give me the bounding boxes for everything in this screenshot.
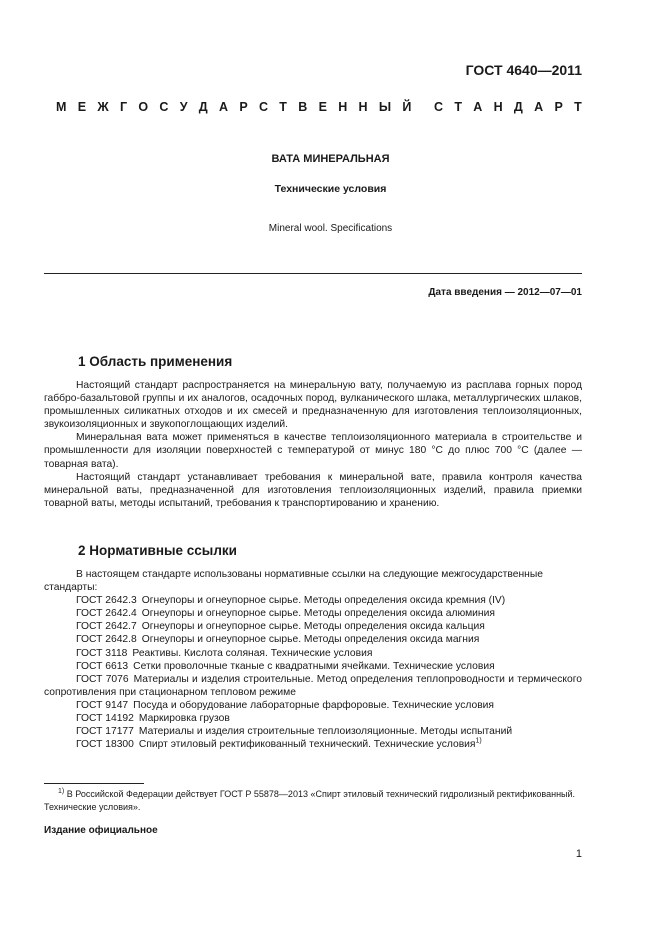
reference-title: Материалы и изделия строительные. Метод определения теплопроводности и термического сопротивления при стационарном тепловом режиме	[44, 673, 582, 698]
heading-letter: Е	[318, 100, 327, 114]
reference-item	[44, 633, 582, 646]
paragraph: Настоящий стандарт устанавливает требования к минеральной вате, правила контроля качества минеральной ваты, предназначенной для изготовления теплоизоляционных изделий, правила приемки товарной ваты, методы испытаний, требования к транспортированию и хранению.	[44, 471, 582, 509]
section-2-body	[44, 568, 582, 751]
reference-code: ГОСТ 18300	[76, 739, 134, 751]
heading-letter: В	[298, 100, 308, 114]
footnote-divider	[44, 783, 144, 784]
reference-code: ГОСТ 14192	[76, 713, 134, 725]
references-intro: В настоящем стандарте использованы нормативные ссылки на следующие межгосударственные стандарты:	[44, 569, 543, 594]
heading-letter: Г	[119, 100, 128, 114]
reference-title: Огнеупоры и огнеупорное сырье. Методы определения оксида кальция	[141, 621, 485, 633]
reference-item	[44, 607, 582, 620]
heading-letter: А	[534, 100, 544, 114]
heading-letter: Й	[402, 100, 412, 114]
heading-letter: О	[138, 100, 149, 114]
introduction-date: Дата введения — 2012—07—01	[428, 287, 582, 298]
english-title: Mineral wool. Specifications	[268, 223, 393, 234]
heading-letter: Ы	[378, 100, 392, 114]
footnote-mark: 1)	[58, 788, 65, 795]
reference-code: ГОСТ 2642.3	[76, 595, 137, 607]
footnote	[44, 788, 582, 813]
heading-letter: Р	[554, 100, 563, 114]
heading-letter: С	[433, 100, 444, 114]
heading-letter: М	[56, 100, 67, 114]
footnote-reference-mark: 1)	[475, 737, 482, 745]
section-2-heading: 2 Нормативные ссылки	[78, 543, 237, 558]
heading-letter: С	[159, 100, 169, 114]
section-1-body	[44, 379, 582, 510]
standard-kind-heading	[56, 100, 582, 114]
reference-title: Посуда и оборудование лабораторные фарфоровые. Технические условия	[133, 699, 494, 711]
heading-letter: Т	[574, 100, 582, 114]
reference-title: Маркировка грузов	[138, 713, 230, 725]
reference-code: ГОСТ 2642.8	[76, 634, 137, 646]
reference-item	[44, 712, 582, 725]
header-divider	[44, 273, 582, 274]
reference-code: ГОСТ 6613	[76, 660, 129, 672]
paragraph: Настоящий стандарт распространяется на минеральную вату, получаемую из расплава горных пород габбро-базальтовой группы и их аналогов, осадочных пород, вулканического шлака, металлургических шлаков, промышленных силикатных отходов и их смесей и предназначенную для изготовления теплоизоляционных, звукоизоляционных и звукопоглощающих изделий.	[44, 380, 582, 431]
heading-letter: Е	[77, 100, 87, 114]
paragraph: Минеральная вата может применяться в качестве теплоизоляционного материала в строительстве и промышленности для изоляции поверхностей с температурой от минус 180 °С до плюс 700 °С (далее — товарная вата).	[44, 432, 582, 470]
reference-code: ГОСТ 9147	[76, 699, 129, 711]
reference-code: ГОСТ 17177	[76, 726, 134, 738]
reference-code: ГОСТ 3118	[76, 647, 128, 659]
document-title: ВАТА МИНЕРАЛЬНАЯ	[271, 153, 390, 165]
official-edition-label: Издание официальное	[44, 825, 158, 836]
heading-letter: А	[473, 100, 483, 114]
heading-letter: У	[179, 100, 188, 114]
reference-title: Сетки проволочные тканые с квадратными ячейками. Технические условия	[133, 660, 495, 672]
reference-title: Реактивы. Кислота соляная. Технические условия	[132, 647, 373, 659]
reference-title: Спирт этиловый ректификованный технический. Технические условия	[138, 739, 476, 751]
reference-item	[44, 673, 582, 699]
references-list	[44, 594, 582, 751]
reference-item	[44, 647, 582, 660]
reference-item	[44, 594, 582, 607]
reference-item	[44, 620, 582, 633]
heading-letter: Т	[454, 100, 462, 114]
reference-item	[44, 660, 582, 673]
reference-title: Материалы и изделия строительные теплоизоляционные. Методы испытаний	[138, 726, 513, 738]
reference-code: ГОСТ 7076	[76, 673, 129, 685]
section-1-heading: 1 Область применения	[78, 354, 233, 369]
page-number: 1	[575, 848, 582, 860]
heading-letter: Д	[513, 100, 523, 114]
heading-letter: А	[219, 100, 229, 114]
footnote-text: В Российской Федерации действует ГОСТ Р 55878—2013 «Спирт этиловый технический гидролизный ректификованный. Технические условия».	[44, 789, 576, 812]
document-subtitle: Технические условия	[274, 183, 387, 195]
heading-letter: Т	[279, 100, 287, 114]
heading-letter: С	[258, 100, 268, 114]
heading-letter: Р	[239, 100, 248, 114]
heading-letter: Н	[358, 100, 368, 114]
reference-item	[44, 699, 582, 712]
heading-letter: Д	[198, 100, 208, 114]
reference-title: Огнеупоры и огнеупорное сырье. Методы определения оксида алюминия	[141, 608, 495, 620]
document-number: ГОСТ 4640—2011	[465, 62, 582, 78]
reference-item	[44, 725, 582, 738]
reference-code: ГОСТ 2642.4	[76, 608, 137, 620]
reference-title: Огнеупоры и огнеупорное сырье. Методы определения оксида кремния (IV)	[141, 595, 506, 607]
reference-title: Огнеупоры и огнеупорное сырье. Методы определения оксида магния	[141, 634, 480, 646]
heading-letter: Н	[338, 100, 348, 114]
heading-letter: Н	[493, 100, 503, 114]
reference-code: ГОСТ 2642.7	[76, 621, 137, 633]
heading-letter: Ж	[97, 100, 109, 114]
reference-item	[44, 738, 582, 751]
